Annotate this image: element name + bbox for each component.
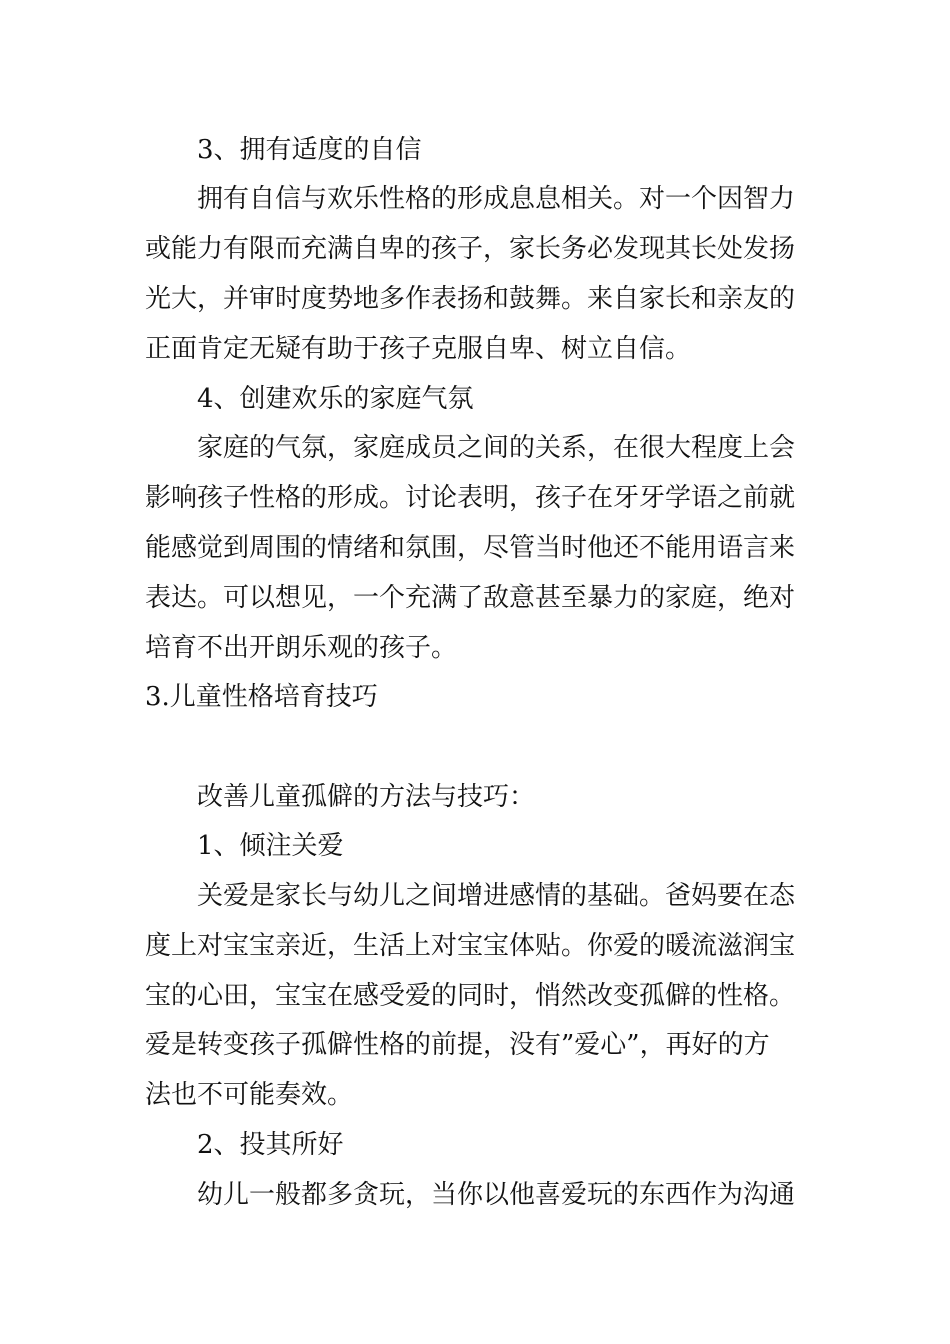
section-heading: 2、投其所好 [197, 1130, 344, 1160]
paragraph-line: 拥有自信与欢乐性格的形成息息相关。对一个因智力 [197, 184, 796, 214]
section-heading: 4、创建欢乐的家庭气氛 [197, 384, 474, 414]
paragraph-line: 法也不可能奏效。 [145, 1080, 354, 1110]
paragraph-line: 正面肯定无疑有助于孩子克服自卑、树立自信。 [145, 334, 692, 364]
chapter-heading: 3.儿童性格培育技巧 [145, 682, 378, 712]
paragraph-line: 幼儿一般都多贪玩，当你以他喜爱玩的东西作为沟通 [197, 1180, 796, 1210]
paragraph-line: 关爱是家长与幼儿之间增进感情的基础。爸妈要在态 [197, 881, 796, 911]
section-heading: 3、拥有适度的自信 [197, 135, 422, 165]
paragraph-line: 影响孩子性格的形成。讨论表明，孩子在牙牙学语之前就 [145, 483, 796, 513]
paragraph-line: 爱是转变孩子孤僻性格的前提，没有”爱心”，再好的方 [145, 1030, 770, 1060]
paragraph-line: 光大，并审时度势地多作表扬和鼓舞。来自家长和亲友的 [145, 284, 796, 314]
paragraph-line: 宝的心田，宝宝在感受爱的同时，悄然改变孤僻的性格。 [145, 981, 796, 1011]
paragraph-line: 度上对宝宝亲近，生活上对宝宝体贴。你爱的暖流滋润宝 [145, 931, 796, 961]
paragraph-line: 培育不出开朗乐观的孩子。 [145, 633, 458, 663]
paragraph-line: 表达。可以想见，一个充满了敌意甚至暴力的家庭，绝对 [145, 583, 796, 613]
intro-line: 改善儿童孤僻的方法与技巧： [197, 782, 536, 812]
paragraph-line: 或能力有限而充满自卑的孩子，家长务必发现其长处发扬 [145, 234, 796, 264]
section-heading: 1、倾注关爱 [197, 831, 344, 861]
paragraph-line: 家庭的气氛，家庭成员之间的关系，在很大程度上会 [197, 433, 796, 463]
paragraph-line: 能感觉到周围的情绪和氛围，尽管当时他还不能用语言来 [145, 533, 796, 563]
